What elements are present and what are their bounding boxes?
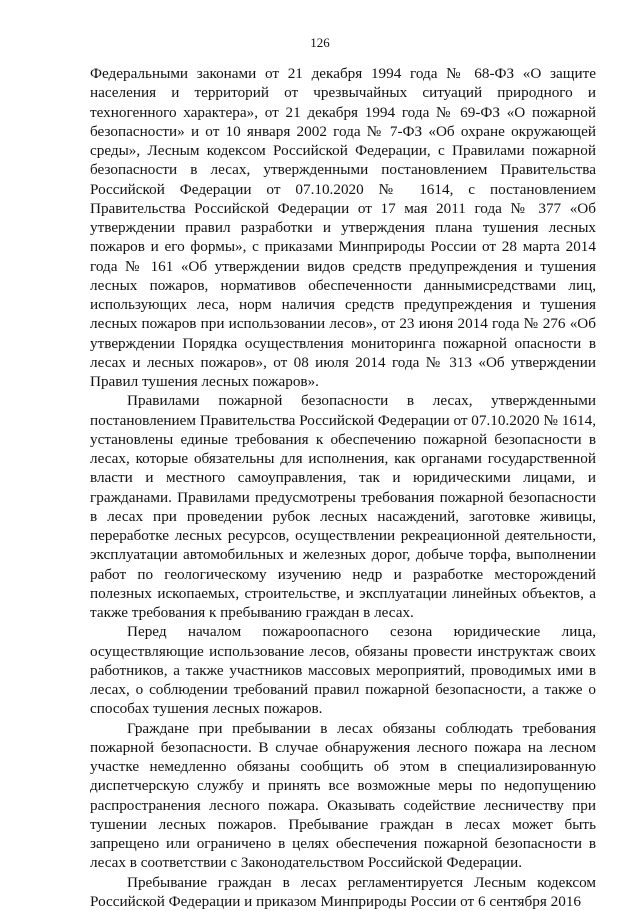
page-body bbox=[90, 64, 596, 911]
paragraph-citizens-obligations: Граждане при пребывании в лесах обязаны соблюдать требования пожарной безопасности. В случае обнаружения лесного пожара на лесном участке немедленно обязаны сообщить об этом в специализированную диспетчерскую службу и принять все возможные меры по недопущению распространения лесного пожара. Оказывать содействие лесничеству при тушении лесных пожаров. Пребывание граждан в лесах может быть запрещено или ограничено в целях обеспечения пожарной безопасности в лесах в соответствии с Законодательством Российской Федерации. bbox=[90, 719, 596, 873]
paragraph-citizens-stay-regulation: Пребывание граждан в лесах регламентируется Лесным кодексом Российской Федерации и приказом Минприроды России от 6 сентября 2016 bbox=[90, 873, 596, 911]
paragraph-briefing-before-season: Перед началом пожароопасного сезона юридические лица, осуществляющие использование лесов, обязаны провести инструктаж своих работников, а также участников массовых мероприятий, проводимых ими в лесах, о соблюдении требований правил пожарной безопасности, а также о способах тушения лесных пожаров. bbox=[90, 622, 596, 718]
paragraph-fire-safety-rules: Правилами пожарной безопасности в лесах, утвержденными постановлением Правительства Российской Федерации от 07.10.2020 № 1614, установлены единые требования к обеспечению пожарной безопасности в лесах, которые обязательны для исполнения, как органами государственной власти и местного самоуправления, так и юридическими лицами, и гражданами. Правилами предусмотрены требования пожарной безопасности в лесах при проведении рубок лесных насаждений, заготовке живицы, переработке лесных ресурсов, осуществлении рекреационной деятельности, эксплуатации автомобильных и железных дорог, добыче торфа, выполнении работ по геологическому изучению недр и разработке месторождений полезных ископаемых, строительстве, и эксплуатации линейных объектов, а также требования к пребыванию граждан в лесах. bbox=[90, 391, 596, 622]
page-number: 126 bbox=[0, 35, 640, 51]
paragraph-legal-basis-continuation: Федеральными законами от 21 декабря 1994 года № 68-ФЗ «О защите населения и территорий от чрезвычайных ситуаций природного и техногенного характера», от 21 декабря 1994 года № 69-ФЗ «О пожарной безопасности» и от 10 января 2002 года № 7-ФЗ «Об охране окружающей среды», Лесным кодексом Российской Федерации, с Правилами пожарной безопасности в лесах, утвержденными постановлением Правительства Российской Федерации от 07.10.2020 № 1614, с постановлением Правительства Российской Федерации от 17 мая 2011 года № 377 «Об утверждении правил разработки и утверждения плана тушения лесных пожаров и его формы», с приказами Минприроды России от 28 марта 2014 года № 161 «Об утверждении видов средств предупреждения и тушения лесных пожаров, нормативов обеспеченности даннымисредствами лиц, использующих леса, норм наличия средств предупреждения и тушения лесных пожаров при использовании лесов», от 23 июня 2014 года № 276 «Об утверждении Порядка осуществления мониторинга пожарной опасности в лесах и лесных пожаров», от 08 июля 2014 года № 313 «Об утверждении Правил тушения лесных пожаров». bbox=[90, 64, 596, 391]
